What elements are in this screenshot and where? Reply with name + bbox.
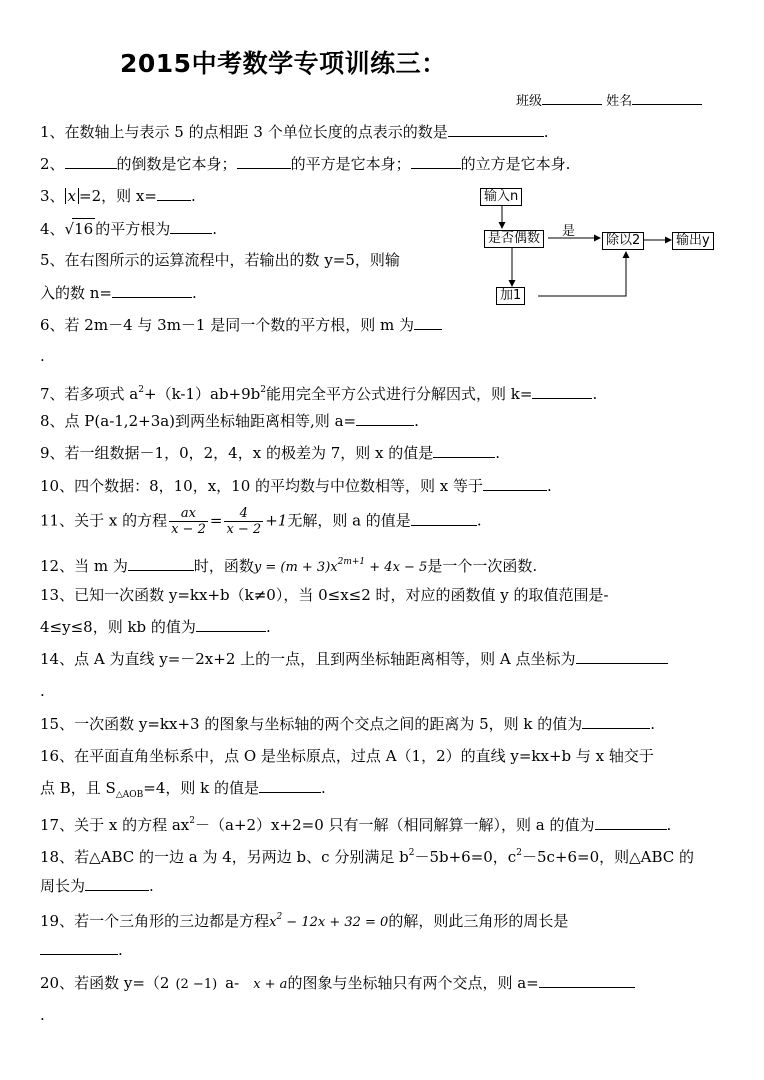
- q8-text: 8、点 P(a-1,2+3a)到两坐标轴距离相等,则 a=: [40, 412, 357, 430]
- q20-text-e: 的图象与坐标轴只有两个交点，则 a=: [287, 974, 539, 992]
- q13-text-a: 13、已知一次函数 y=kx+b（k≠0），当 0≤x≤2 时，对应的函数值 y 的取值范围是-: [40, 586, 609, 604]
- question-10: [40, 476, 552, 496]
- q4-text: 的平方根为: [95, 220, 171, 238]
- q3-blank[interactable]: [157, 186, 191, 201]
- q12-exp: 2m+1: [337, 557, 366, 567]
- q14-blank[interactable]: [576, 649, 668, 664]
- q11-frac1-num: ax: [169, 506, 208, 522]
- q5-blank[interactable]: [112, 283, 192, 298]
- q19-text-a: 19、若一个三角形的三边都是方程: [40, 912, 270, 930]
- q7-sup-1: 2: [138, 385, 144, 395]
- q16-end: .: [321, 779, 326, 797]
- q10-blank[interactable]: [483, 476, 547, 491]
- q6-blank[interactable]: [414, 315, 442, 330]
- q16-blank[interactable]: [259, 778, 321, 793]
- q15-text: 15、一次函数 y=kx+3 的图象与坐标轴的两个交点之间的距离为 5，则 k 的值为: [40, 715, 583, 733]
- flow-yes-label: 是: [562, 224, 576, 239]
- q3-abs: x: [65, 188, 79, 204]
- q13-text-b: 4≤y≤8，则 kb 的值为: [40, 618, 196, 636]
- question-16-line-2: [40, 778, 326, 805]
- flow-decision-box: 是否偶数: [484, 230, 544, 248]
- q20-text-d: x + a: [253, 977, 288, 992]
- question-4: [40, 218, 217, 239]
- q19-end: .: [118, 941, 123, 959]
- q11-frac2-num: 4: [224, 506, 263, 522]
- question-14-end: [40, 681, 45, 701]
- question-15: [40, 714, 655, 734]
- q18-text-d: 周长为: [40, 877, 86, 895]
- q11-fraction-1: [169, 506, 208, 537]
- q16-text-b: 点 B，且 S: [40, 779, 116, 797]
- q9-end: .: [495, 444, 501, 462]
- class-label: 班级: [516, 94, 543, 109]
- q4-blank[interactable]: [170, 219, 212, 234]
- question-20: [40, 973, 635, 995]
- q7-sup-2: 2: [260, 385, 266, 395]
- q1-blank[interactable]: [448, 122, 544, 137]
- flow-add-box: 加1: [496, 287, 525, 305]
- q20-end: .: [40, 1006, 45, 1024]
- q5-text-2: 入的数 n=: [40, 284, 112, 302]
- class-name-line: [516, 90, 702, 109]
- q16-text-c: =4，则 k 的值是: [143, 779, 260, 797]
- question-7: [40, 380, 597, 404]
- q7-end: .: [592, 385, 598, 403]
- question-13-line-2: [40, 617, 271, 637]
- q19-sup: 2: [276, 912, 283, 922]
- q17-blank[interactable]: [595, 815, 667, 830]
- q20-blank[interactable]: [539, 973, 635, 988]
- q5-end: .: [192, 284, 197, 302]
- question-6-end: [40, 346, 45, 366]
- q15-end: .: [650, 715, 656, 733]
- question-8: [40, 411, 419, 431]
- q17-text-b: －（a+2）x+2=0 只有一解（相同解算一解），则 a 的值为: [195, 816, 595, 834]
- q2-blank-3[interactable]: [411, 154, 461, 169]
- q7-text-a: 7、若多项式 a: [40, 385, 139, 403]
- question-19-line-2: [40, 940, 123, 960]
- q7-text-c: 能用完全平方公式进行分解因式，则 k=: [266, 385, 533, 403]
- q16-text-a: 16、在平面直角坐标系中，点 O 是坐标原点，过点 A（1，2）的直线 y=kx+b 与 x 轴交于: [40, 747, 654, 765]
- flow-output-box: 输出y: [672, 232, 714, 250]
- arrow-add-divide: [538, 252, 626, 296]
- class-blank[interactable]: [542, 92, 602, 105]
- q1-text: 1、在数轴上与表示 5 的点相距 3 个单位长度的点表示的数是: [40, 123, 448, 141]
- q12-fn-2: + 4x − 5: [365, 560, 428, 575]
- q3-end: .: [190, 187, 196, 205]
- q2-text-3: 的立方是它本身.: [460, 155, 571, 173]
- q16-sub: △AOB: [115, 790, 144, 800]
- q12-text-a: 12、当 m 为: [40, 557, 128, 575]
- q17-text-a: 17、关于 x 的方程 ax: [40, 816, 190, 834]
- q6-text: 6、若 2m－4 与 3m－1 是同一个数的平方根，则 m 为: [40, 316, 414, 334]
- question-12: [40, 552, 537, 578]
- flowchart: [474, 186, 714, 310]
- q19-eq: x: [269, 915, 277, 930]
- q12-text-b: 时，函数: [193, 557, 254, 575]
- q2-text-1: 的倒数是它本身；: [116, 155, 237, 173]
- q18-sup-2: 2: [516, 848, 522, 858]
- q18-sup-1: 2: [408, 848, 415, 858]
- q3-num: 3、: [40, 187, 65, 205]
- q10-end: .: [547, 477, 552, 495]
- question-2: [40, 154, 570, 174]
- q20-text-c: a-: [225, 974, 240, 992]
- q18-end: .: [149, 877, 154, 895]
- question-13-line-1: [40, 585, 609, 605]
- question-9: [40, 443, 500, 463]
- q2-blank-1[interactable]: [65, 154, 117, 169]
- q18-text-a: 18、若△ABC 的一边 a 为 4，另两边 b、c 分别满足 b: [40, 848, 409, 866]
- q13-end: .: [265, 618, 271, 636]
- q18-text-b: －5b+6=0，c: [414, 848, 517, 866]
- q7-blank[interactable]: [532, 384, 592, 399]
- q10-text: 10、四个数据：8，10，x，10 的平均数与中位数相等，则 x 等于: [40, 477, 484, 495]
- q4-sqrt-sign: √: [64, 220, 75, 238]
- q11-frac2-den: x − 2: [226, 522, 262, 537]
- q4-radicand: 16: [74, 220, 94, 238]
- q8-end: .: [414, 412, 419, 430]
- name-blank[interactable]: [632, 92, 702, 105]
- q2-text-2: 的平方是它本身；: [290, 155, 411, 173]
- q8-blank[interactable]: [356, 411, 414, 426]
- q5-text-1: 5、在右图所示的运算流程中，若输出的数 y=5，则输: [40, 251, 400, 269]
- q20-text-a: 20、若函数 y=（2: [40, 974, 170, 992]
- q12-fn: y = (m + 3)x: [253, 560, 338, 575]
- q18-text-c: －5c+6=0，则△ABC 的: [521, 848, 695, 866]
- flow-input-box: 输入n: [480, 188, 522, 206]
- q15-blank[interactable]: [582, 714, 650, 729]
- q2-blank-2[interactable]: [237, 154, 291, 169]
- question-16-line-1: [40, 746, 654, 766]
- question-18-line-2: [40, 876, 154, 896]
- q19-blank[interactable]: [40, 940, 118, 955]
- q11-plus: +1: [265, 511, 288, 530]
- question-1: [40, 122, 549, 142]
- q17-end: .: [666, 816, 672, 834]
- name-label: 姓名: [606, 94, 633, 109]
- q11-eq: =: [209, 511, 223, 530]
- q17-sup: 2: [189, 816, 195, 826]
- page-title: 2015中考数学专项训练三：: [120, 49, 447, 78]
- question-3: [40, 186, 196, 206]
- question-18-line-1: [40, 843, 694, 867]
- question-5-line-1: [40, 250, 400, 270]
- q11-frac1-den: x − 2: [171, 522, 206, 537]
- question-5-line-2: [40, 283, 197, 303]
- q11-text-b: 无解，则 a 的值是: [287, 511, 411, 530]
- q1-end: .: [543, 123, 549, 141]
- q19-text-b: 的解，则此三角形的周长是: [388, 912, 569, 930]
- question-11: [40, 506, 482, 537]
- question-6: [40, 315, 442, 335]
- flow-divide-box: 除以2: [602, 232, 644, 250]
- q14-text: 14、点 A 为直线 y=－2x+2 上的一点，且到两坐标轴距离相等，则 A 点坐标为: [40, 650, 576, 668]
- question-17: [40, 811, 671, 835]
- q11-text-a: 11、关于 x 的方程: [40, 511, 168, 530]
- q12-text-c: 是一个一次函数.: [427, 557, 538, 575]
- q4-end: .: [212, 220, 217, 238]
- q4-num: 4、: [40, 220, 65, 238]
- question-19: [40, 907, 568, 933]
- q7-text-b: +（k-1）ab+9b: [144, 385, 261, 403]
- q11-blank[interactable]: [411, 511, 477, 526]
- q18-blank[interactable]: [85, 876, 149, 891]
- q2-num: 2、: [40, 155, 65, 173]
- q13-blank[interactable]: [196, 617, 266, 632]
- q11-end: .: [476, 511, 482, 530]
- q14-end: .: [40, 682, 45, 700]
- q20-text-b: (2 −1): [175, 977, 218, 992]
- question-20-end: [40, 1005, 45, 1025]
- q19-eq-2: − 12x + 32 = 0: [282, 915, 389, 930]
- q9-text: 9、若一组数据－1，0，2，4，x 的极差为 7，则 x 的值是: [40, 444, 434, 462]
- q6-end: .: [40, 347, 45, 365]
- q3-text: =2，则 x=: [79, 187, 157, 205]
- q11-fraction-2: [224, 506, 263, 537]
- q12-blank[interactable]: [128, 556, 194, 571]
- q9-blank[interactable]: [433, 443, 495, 458]
- question-14: [40, 649, 668, 669]
